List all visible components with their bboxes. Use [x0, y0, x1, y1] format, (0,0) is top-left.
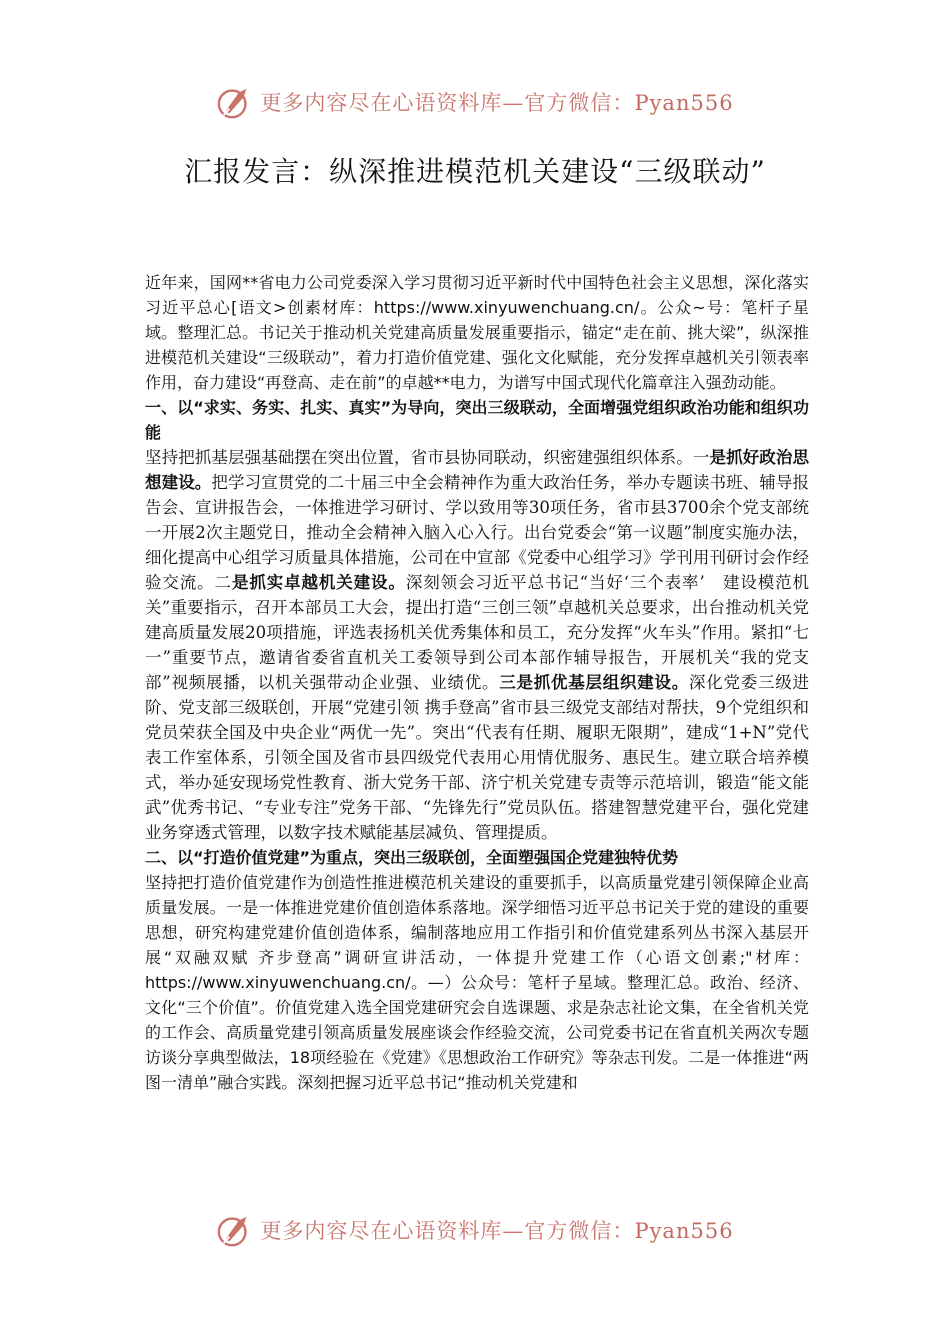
watermark-banner-top [0, 80, 950, 124]
wechat-id: Pyan556 [634, 91, 734, 115]
wechat-id: Pyan556 [634, 1219, 734, 1243]
section-1-paragraph: 坚持把抓基层强基础摆在突出位置，省市县协同联动，织密建强组织体系。一是抓好政治思想建设。把学习宣贯党的二十届三中全会精神作为重大政治任务，举办专题读书班、辅导报告会、宣讲报告会，一体推进学习研讨、学以致用等30项任务，省市县3700余个党支部统一开展2次主题党日，推动全会精神入脑入心入行。出台党委会“第一议题”制度实施办法，细化提高中心组学习质量具体措施，公司在中宣部《党委中心组学习》学刊用刊研讨会作经验交流。二是抓实卓越机关建设。深刻领会习近平总书记“当好‘三个表率’ 建设模范机关”重要指示，召开本部员工大会，提出打造“三创三领”卓越机关总要求，出台推动机关党建高质量发展20项措施，评选表扬机关优秀集体和员工，充分发挥“火车头”作用。紧扣“七一”重要节点，邀请省委省直机关工委领导到公司本部作辅导报告，开展机关“我的党支部”视频展播，以机关强带动企业强、业绩优。三是抓优基层组织建设。深化党委三级进阶、党支部三级联创，开展“党建引领 携手登高”省市县三级党支部结对帮扶，9个党组织和党员荣获全国及中央企业“两优一先”。突出“代表有任期、履职无限期”，建成“1+N”党代表工作室体系，引领全国及省市县四级党代表用心用情优服务、惠民生。建立联合培养模式，举办延安现场党性教育、浙大党务干部、济宁机关党建专责等示范培训，锻造“能文能武”优秀书记、“专业专注”党务干部、“先锋先行”党员队伍。搭建智慧党建平台，强化党建业务穿透式管理，以数字技术赋能基层减负、管理提质。 [145, 448, 810, 842]
section-2-paragraph: 坚持把打造价值党建作为创造性推进模范机关建设的重要抓手，以高质量党建引领保障企业高质量发展。一是一体推进党建价值创造体系落地。深学细悟习近平总书记关于党的建设的重要思想，研究构建党建价值创造体系，编制落地应用工作指引和价值党建系列丛书深入基层开展“双融双赋 齐步登高”调研宣讲活动，一体提升党建工作（心语文创素;"材库：https://www.xinyuwenchuang.cn/。—）公众号：笔杆子星域。整理汇总。政治、经济、文化“三个价值”。价值党建入选全国党建研究会自选课题、求是杂志社论文集，在全省机关党的工作会、高质量党建引领高质量发展座谈会作经验交流，公司党委书记在省直机关两次专题访谈分享典型做法，18项经验在《党建》《思想政治工作研究》等杂志刊发。二是一体推进“两图一清单”融合实践。深刻把握习近平总书记“推动机关党建和 [145, 873, 809, 1092]
document-body [145, 270, 809, 1095]
fountain-pen-nib-icon [216, 83, 254, 121]
fountain-pen-nib-icon [216, 1211, 254, 1249]
item-3-title: 三是抓优基层组织建设。 [499, 673, 690, 692]
watermark-text: 更多内容尽在心语资料库—官方微信：Pyan556 [260, 91, 734, 115]
watermark-text: 更多内容尽在心语资料库—官方微信：Pyan556 [260, 1219, 734, 1243]
item-1-title: 是抓好政治思想建设。 [145, 448, 810, 492]
section-2-heading: 二、以“打造价值党建”为重点，突出三级联创，全面塑强国企党建独特优势 [145, 848, 679, 867]
document-title: 汇报发言：纵深推进模范机关建设“三级联动” [184, 155, 766, 188]
watermark-banner-bottom [0, 1208, 950, 1252]
item-2-title: 是抓实卓越机关建设。 [231, 573, 406, 592]
intro-paragraph: 近年来，国网**省电力公司党委深入学习贯彻习近平新时代中国特色社会主义思想，深化落实习近平总心[语文>创素材库：https://www.xinyuwenchuang.cn/。公众~号：笔杆子星域。整理汇总。书记关于推动机关党建高质量发展重要指示，锚定“走在前、挑大梁”，纵深推进模范机关建设“三级联动”，着力打造价值党建、强化文化赋能，充分发挥卓越机关引领表率作用，奋力建设“再登高、走在前”的卓越**电力，为谱写中国式现代化篇章注入强劲动能。 [145, 273, 809, 392]
section-1-heading: 一、以“求实、务实、扎实、真实”为导向，突出三级联动，全面增强党组织政治功能和组织功能 [145, 398, 809, 442]
